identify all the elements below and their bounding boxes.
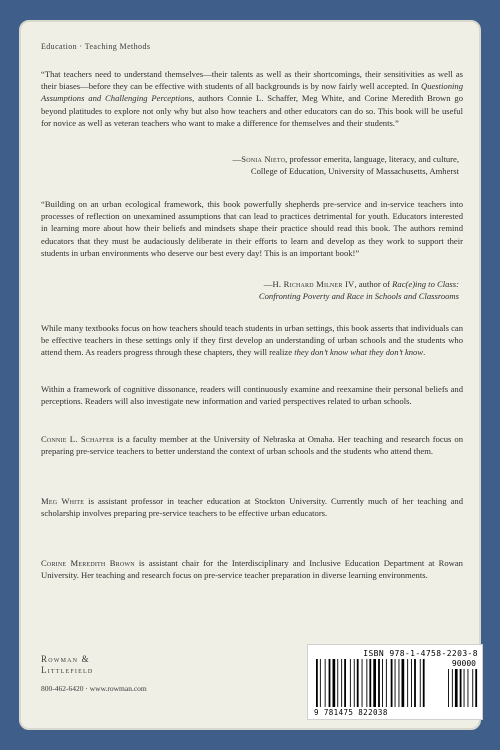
barcode-bars: [314, 659, 478, 709]
endorsement-nieto: “That teachers need to understand themselves—their talents as well as their shortcomings, their sensitivities as well as their biases—before they can be effective with students of all backgrounds is by now fairly well accepted. In Questioning Assumptions and Challenging Perceptions, authors Connie L. Schaffer, Meg White, and Corine Meredith Brown go beyond platitudes to explore not only why but also how teachers and other educators can do so. This book will be useful for novice as well as veteran teachers who want to make a difference for themselves and their students.”: [41, 69, 464, 128]
isbn-barcode: [307, 644, 483, 720]
category-label: Education · Teaching Methods: [41, 42, 151, 51]
author-bio-schaffer: Connie L. Schaffer is a faculty member at the University of Nebraska at Omaha. Her teaching and research focus on preparing pre-service teachers to better understand the context of urban schools and the students who attend them.: [41, 434, 463, 457]
barcode-digits: 9 781475 822038: [314, 708, 388, 717]
book-description: While many textbooks focus on how teachers should teach students in urban settings, this book asserts that individuals can be effective teachers in these settings only if they first develop an understanding of urban schools and the students who attend them. As readers progress through these chapters, they will realize they don’t know what they don’t know.: [41, 323, 463, 358]
publisher-logo: Rowman & Littlefield: [41, 654, 94, 675]
author-name: Corine Meredith Brown: [41, 558, 135, 568]
book-title: Questioning Assumptions and Challenging Perceptions,: [41, 81, 463, 104]
endorsement-milner: “Building on an urban ecological framework, this book powerfully shepherds pre-service and in-service teachers into processes of reflection on unexamined assumptions that can lead to practices detrimental for youth. Educators interested in learning more about how their beliefs and mindsets shape their practice should read this book. The authors remind educators that they must be audaciously deliberate in their efforts to learn and develop as they work to support their students in urban environments who deserve our best every day! This is an important book!”: [41, 199, 463, 258]
endorser-name: —Sonia Nieto: [232, 154, 286, 164]
content-panel: [19, 20, 481, 730]
isbn-number: ISBN 978-1-4758-2203-8: [363, 649, 478, 658]
price-code: 90000: [451, 659, 476, 668]
publisher-contact: 800-462-6420 · www.rowman.com: [41, 684, 147, 693]
author-bio-brown: Corine Meredith Brown is assistant chair for the Interdisciplinary and Inclusive Education Department at Rowan University. Her teaching and research focus on pre-service teacher preparation in diverse learning environments.: [41, 558, 463, 581]
book-description-2: Within a framework of cognitive dissonance, readers will continuously examine and reexamine their personal beliefs and perceptions. Readers will also investigate new information and varied perspectives related to urban schools.: [41, 384, 463, 407]
attribution-milner: —H. Richard Milner IV, author of Rac(e)ing to Class: Confronting Poverty and Race in Schools and Classrooms: [258, 279, 459, 302]
author-bio-white: Meg White is assistant professor in teacher education at Stockton University. Currently much of her teaching and scholarship involves preparing pre-service teachers to be effective urban educators.: [41, 496, 463, 519]
attribution-nieto: —Sonia Nieto, professor emerita, language, literacy, and culture, College of Education, University of Massachusetts, Amherst: [232, 154, 459, 177]
endorser-name: —H. Richard Milner IV: [263, 279, 355, 289]
author-name: Connie L. Schaffer: [41, 434, 115, 444]
author-name: Meg White: [41, 496, 85, 506]
